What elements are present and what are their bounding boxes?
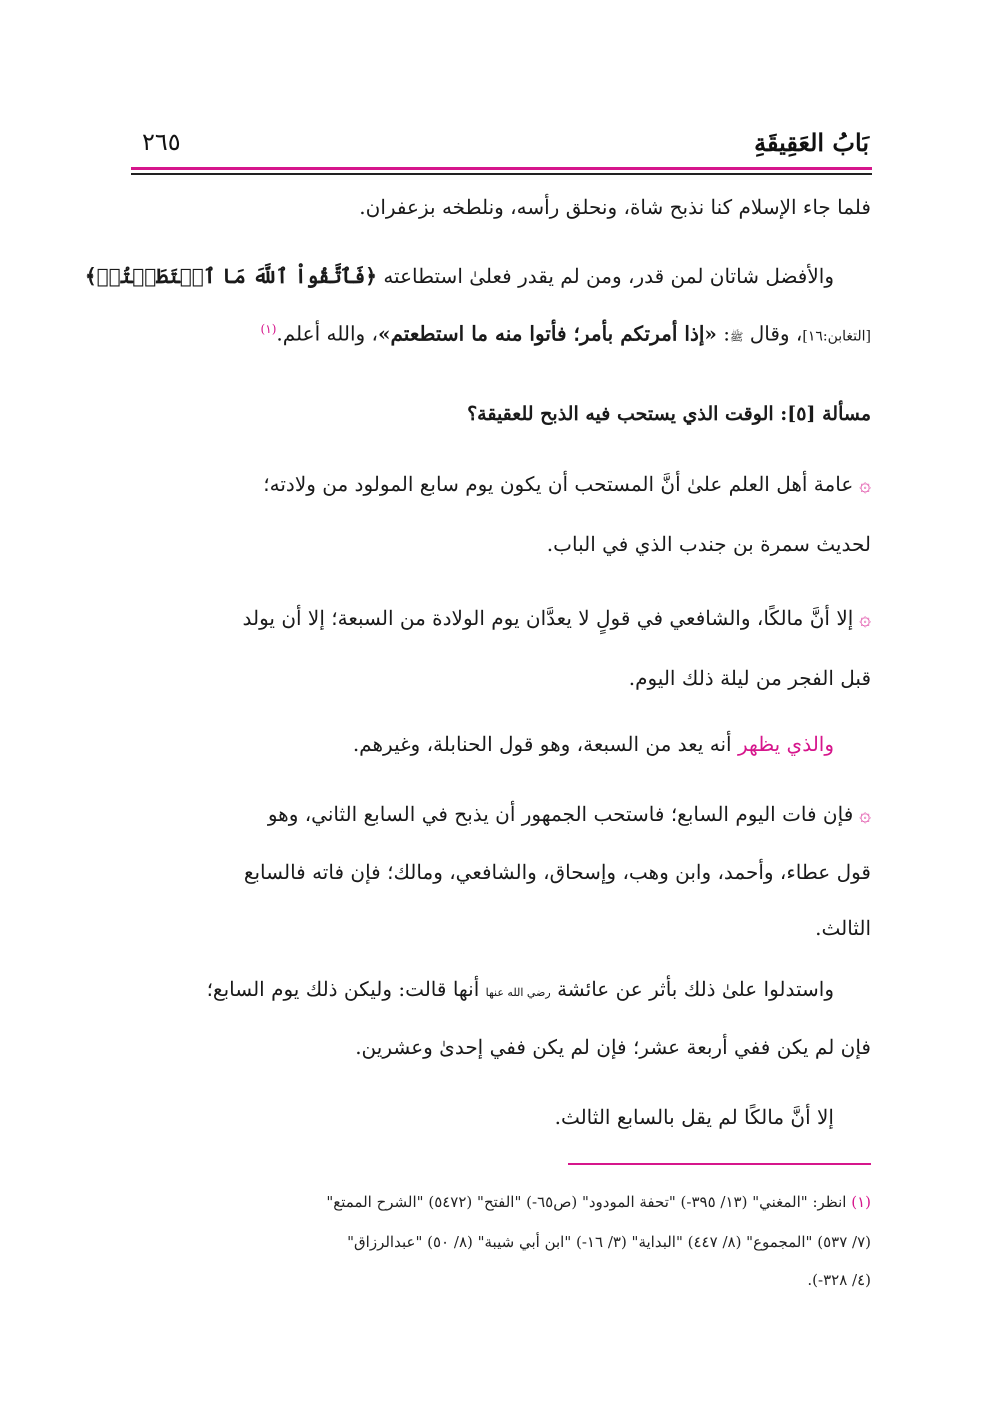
footnote-line bbox=[126, 1190, 871, 1214]
text-run: أنه يعد من السبعة، وهو قول الحنابلة، وغيرهم. bbox=[352, 732, 732, 756]
flower-bullet-icon: ۞ bbox=[859, 606, 871, 630]
quran-verse: ﴿فَٱتَّقُواْ ٱللَّهَ مَا ٱسۡتَطَعۡتُمۡ﴾ bbox=[84, 264, 377, 288]
text-run: فإن فات اليوم السابع؛ فاستحب الجمهور أن يذبح في السابع الثاني، وهو bbox=[267, 802, 854, 826]
paragraph-line: الثالث. bbox=[815, 916, 871, 940]
paragraph-line bbox=[84, 262, 834, 290]
paragraph-line bbox=[126, 800, 871, 828]
footnote-number: (١) bbox=[851, 1193, 871, 1211]
chapter-title: بَابُ العَقِيقَةِ bbox=[754, 128, 869, 157]
flower-bullet-icon: ۞ bbox=[859, 802, 871, 826]
text-run: : bbox=[723, 321, 731, 346]
paragraph-line bbox=[89, 975, 834, 1007]
header-rule bbox=[131, 173, 872, 175]
question-heading bbox=[126, 400, 871, 428]
footnote-line: (٧/ ٥٣٧) "المجموع" (٨/ ٤٤٧) "البداية" (٣/ ١٦-) "ابن أبي شيبة" (٨/ ٥٠) "عبدالرزاق" bbox=[347, 1233, 871, 1251]
footnote-rule bbox=[568, 1163, 871, 1165]
paragraph-line bbox=[126, 604, 871, 632]
question-title: الوقت الذي يستحب فيه الذبح للعقيقة؟ bbox=[467, 403, 774, 425]
honorific-symbol: رضي الله عنها bbox=[485, 986, 551, 999]
page-number: ٢٦٥ bbox=[142, 128, 181, 156]
paragraph-line bbox=[126, 470, 871, 498]
quran-reference: [التغابن:١٦] bbox=[802, 328, 871, 345]
paragraph-line: فإن لم يكن ففي أربعة عشر؛ فإن لم يكن ففي إحدىٰ وعشرين. bbox=[355, 1035, 871, 1059]
footnote-line: (٤/ ٣٢٨-). bbox=[807, 1271, 871, 1289]
text-run: انظر: "المغني" (١٣/ ٣٩٥-) "تحفة المودود" (ص٦٥-) "الفتح" (٥٤٧٢) "الشرح الممتع" bbox=[326, 1193, 847, 1211]
footnote-marker: (١) bbox=[260, 322, 277, 336]
paragraph-line: قول عطاء، وأحمد، وابن وهب، وإسحاق، والشافعي، ومالك؛ فإن فاته فالسابع bbox=[243, 860, 871, 884]
text-run: أنها قالت: وليكن ذلك يوم السابع؛ bbox=[206, 977, 480, 1001]
salawat-symbol: ﷺ bbox=[730, 330, 744, 344]
paragraph-line bbox=[126, 315, 871, 352]
paragraph-line: فلما جاء الإسلام كنا نذبح شاة، ونحلق رأسه، ونلطخه بزعفران. bbox=[359, 195, 871, 219]
text-run: ، والله أعلم. bbox=[276, 321, 378, 346]
text-run: عامة أهل العلم علىٰ أنَّ المستحب أن يكون يوم سابع المولود من ولادته؛ bbox=[263, 472, 854, 496]
highlight-phrase: والذي يظهر bbox=[737, 732, 834, 756]
paragraph-line: إلا أنَّ مالكًا لم يقل بالسابع الثالث. bbox=[554, 1105, 834, 1129]
text-run: واستدلوا علىٰ ذلك بأثر عن عائشة bbox=[557, 977, 834, 1001]
question-label: مسألة [٥]: bbox=[780, 403, 871, 425]
hadith-quote: «إذا أمرتكم بأمر؛ فأتوا منه ما استطعتم» bbox=[377, 321, 717, 346]
paragraph-line: قبل الفجر من ليلة ذلك اليوم. bbox=[628, 666, 871, 690]
text-run: إلا أنَّ مالكًا، والشافعي في قولٍ لا يعدَّان يوم الولادة من السبعة؛ إلا أن يولد bbox=[242, 606, 854, 630]
text-run: ، وقال bbox=[749, 321, 803, 346]
text-run: والأفضل شاتان لمن قدر، ومن لم يقدر فعلىٰ استطاعته bbox=[383, 264, 834, 288]
paragraph-line bbox=[89, 730, 834, 758]
header-rule-accent bbox=[131, 167, 872, 170]
paragraph-line: لحديث سمرة بن جندب الذي في الباب. bbox=[546, 532, 871, 556]
flower-bullet-icon: ۞ bbox=[859, 472, 871, 496]
